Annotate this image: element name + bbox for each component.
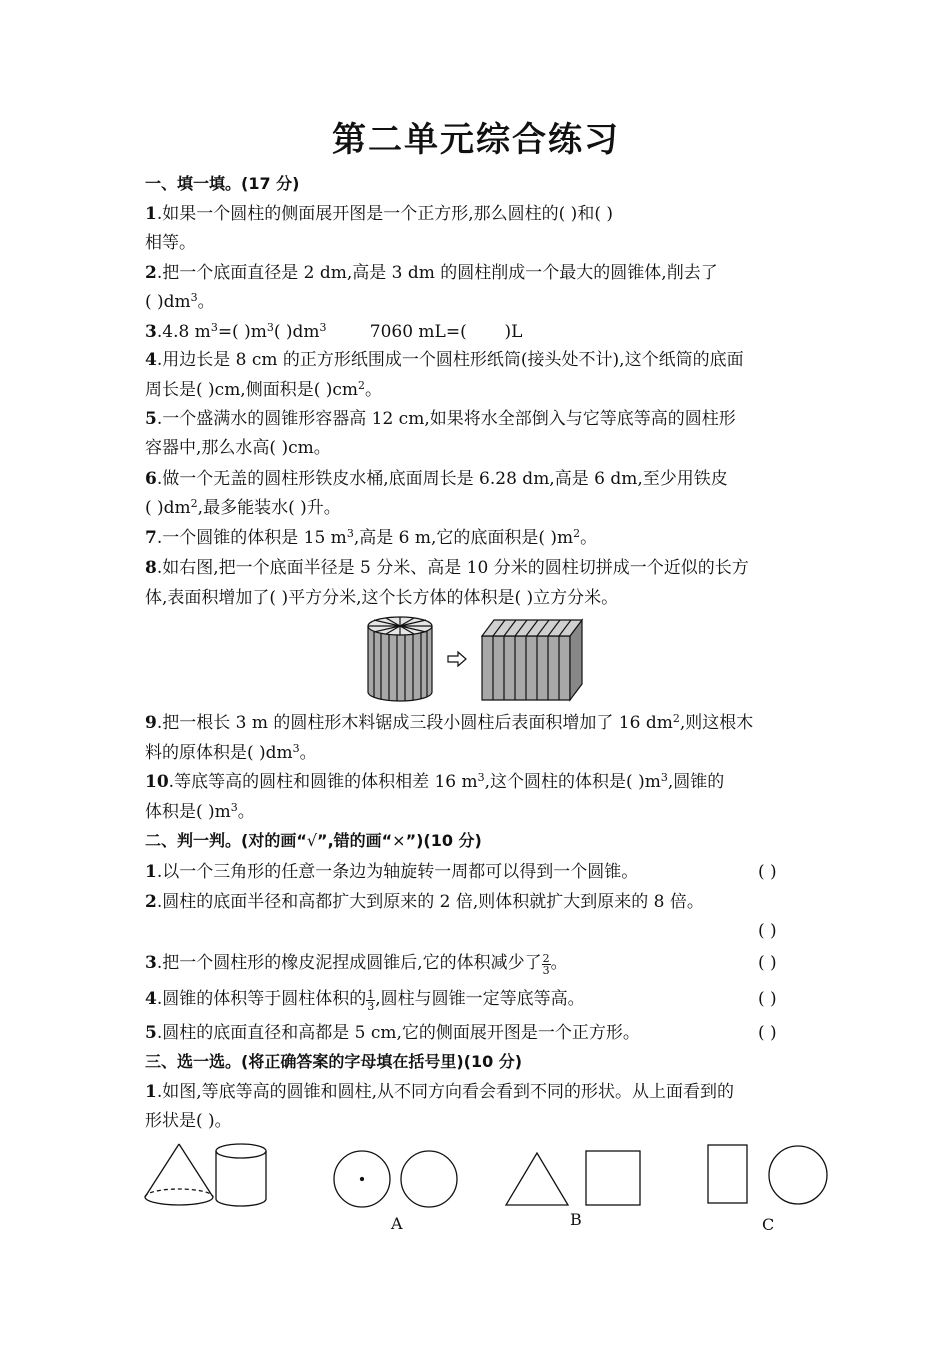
q1-1-line1: 1.如果一个圆柱的侧面展开图是一个正方形,那么圆柱的( )和( ) [145,204,613,224]
q1-8-line1: 8.如右图,把一个底面半径是 5 分米、高是 10 分米的圆柱切拼成一个近似的长方 [145,558,749,578]
option-c-label[interactable]: C [762,1215,775,1234]
q1-2-line1: 2.把一个底面直径是 2 dm,高是 3 dm 的圆柱削成一个最大的圆锥体,削去了 [145,263,718,283]
q2-5-answer-bracket[interactable]: ( ) [758,1023,777,1043]
q2-1-line: 1.以一个三角形的任意一条边为轴旋转一周都可以得到一个圆锥。 [145,862,639,882]
q1-7-line: 7.一个圆锥的体积是 15 $m^3$,高是 6 m,它的底面积是( )$m^2$。 [145,527,598,548]
q1-3-line: 3.4.8 $m^3=$( )$m^3$( )$dm^3$ 7060 mL=( )L [145,321,523,342]
q2-5-line: 5.圆柱的底面直径和高都是 5 cm,它的侧面展开图是一个正方形。 [145,1023,640,1043]
cone-and-cylinder-figure [142,1142,270,1210]
option-a-figure [332,1150,460,1210]
q1-1-line2: 相等。 [145,233,196,253]
q3-1-line2: 形状是( )。 [145,1111,232,1131]
cross-mark: × [392,831,406,850]
page-title: 第二单元综合练习 [332,120,620,160]
q1-6-line1: 6.做一个无盖的圆柱形铁皮水桶,底面周长是 6.28 dm,高是 6 dm,至少用铁皮 [145,469,728,489]
q1-10-line1: 10.等底等高的圆柱和圆锥的体积相差 16 $m^3$,这个圆柱的体积是( )$m^3$,圆锥的 [145,771,725,792]
q1-9-line2: 料的原体积是( )$dm^3$。 [145,742,317,763]
q2-4-line: 4.圆锥的体积等于圆柱体积的 $\frac{1}{3}$ ,圆柱与圆锥一定等底等高。 [145,988,585,1013]
q1-8-line2: 体,表面积增加了( )平方分米,这个长方体的体积是( )立方分米。 [145,588,619,608]
q1-4-line1: 4.用边长是 8 cm 的正方形纸围成一个圆柱形纸筒(接头处不计),这个纸筒的底面 [145,350,744,370]
cylinder-cut-figure [364,612,586,704]
option-a-label[interactable]: A [391,1214,403,1233]
section-3-heading: 三、选一选。(将正确答案的字母填在括号里)(10 分) [145,1052,523,1071]
q1-2-line2: ( )$dm^3$。 [145,291,215,312]
q1-10-line2: 体积是( )$m^3$。 [145,801,255,822]
fraction-two-thirds: $\frac{2}{3}$ [542,952,550,977]
q2-3-answer-bracket[interactable]: ( ) [758,953,777,973]
section-2-heading: 二、判一判。(对的画“√”,错的画“×”)(10 分) [145,831,482,850]
q3-1-line1: 1.如图,等底等高的圆锥和圆柱,从不同方向看会看到不同的形状。从上面看到的 [145,1082,735,1102]
q2-2-answer-bracket[interactable]: ( ) [758,921,777,941]
q2-3-line: 3.把一个圆柱形的橡皮泥捏成圆锥后,它的体积减少了 $\frac{2}{3}$ 。 [145,952,568,977]
option-b-figure [504,1150,642,1208]
option-c-figure [706,1143,830,1207]
q2-1-answer-bracket[interactable]: ( ) [758,862,777,882]
q2-2-line: 2.圆柱的底面半径和高都扩大到原来的 2 倍,则体积就扩大到原来的 8 倍。 [145,892,704,912]
option-b-label[interactable]: B [570,1210,582,1229]
q1-5-line1: 5.一个盛满水的圆锥形容器高 12 cm,如果将水全部倒入与它等底等高的圆柱形 [145,409,736,429]
fraction-one-third: $\frac{1}{3}$ [367,988,375,1013]
section-1-heading: 一、填一填。(17 分) [145,174,300,193]
q1-4-line2: 周长是( )cm,侧面积是( )$cm^2$。 [145,379,383,400]
q2-4-answer-bracket[interactable]: ( ) [758,989,777,1009]
q1-6-line2: ( )$dm^2$,最多能装水( )升。 [145,497,341,518]
q1-5-line2: 容器中,那么水高( )cm。 [145,438,331,458]
check-mark: √ [306,831,318,850]
q1-9-line1: 9.把一根长 3 m 的圆柱形木料锯成三段小圆柱后表面积增加了 16 $dm^2$,则这根木 [145,712,754,733]
